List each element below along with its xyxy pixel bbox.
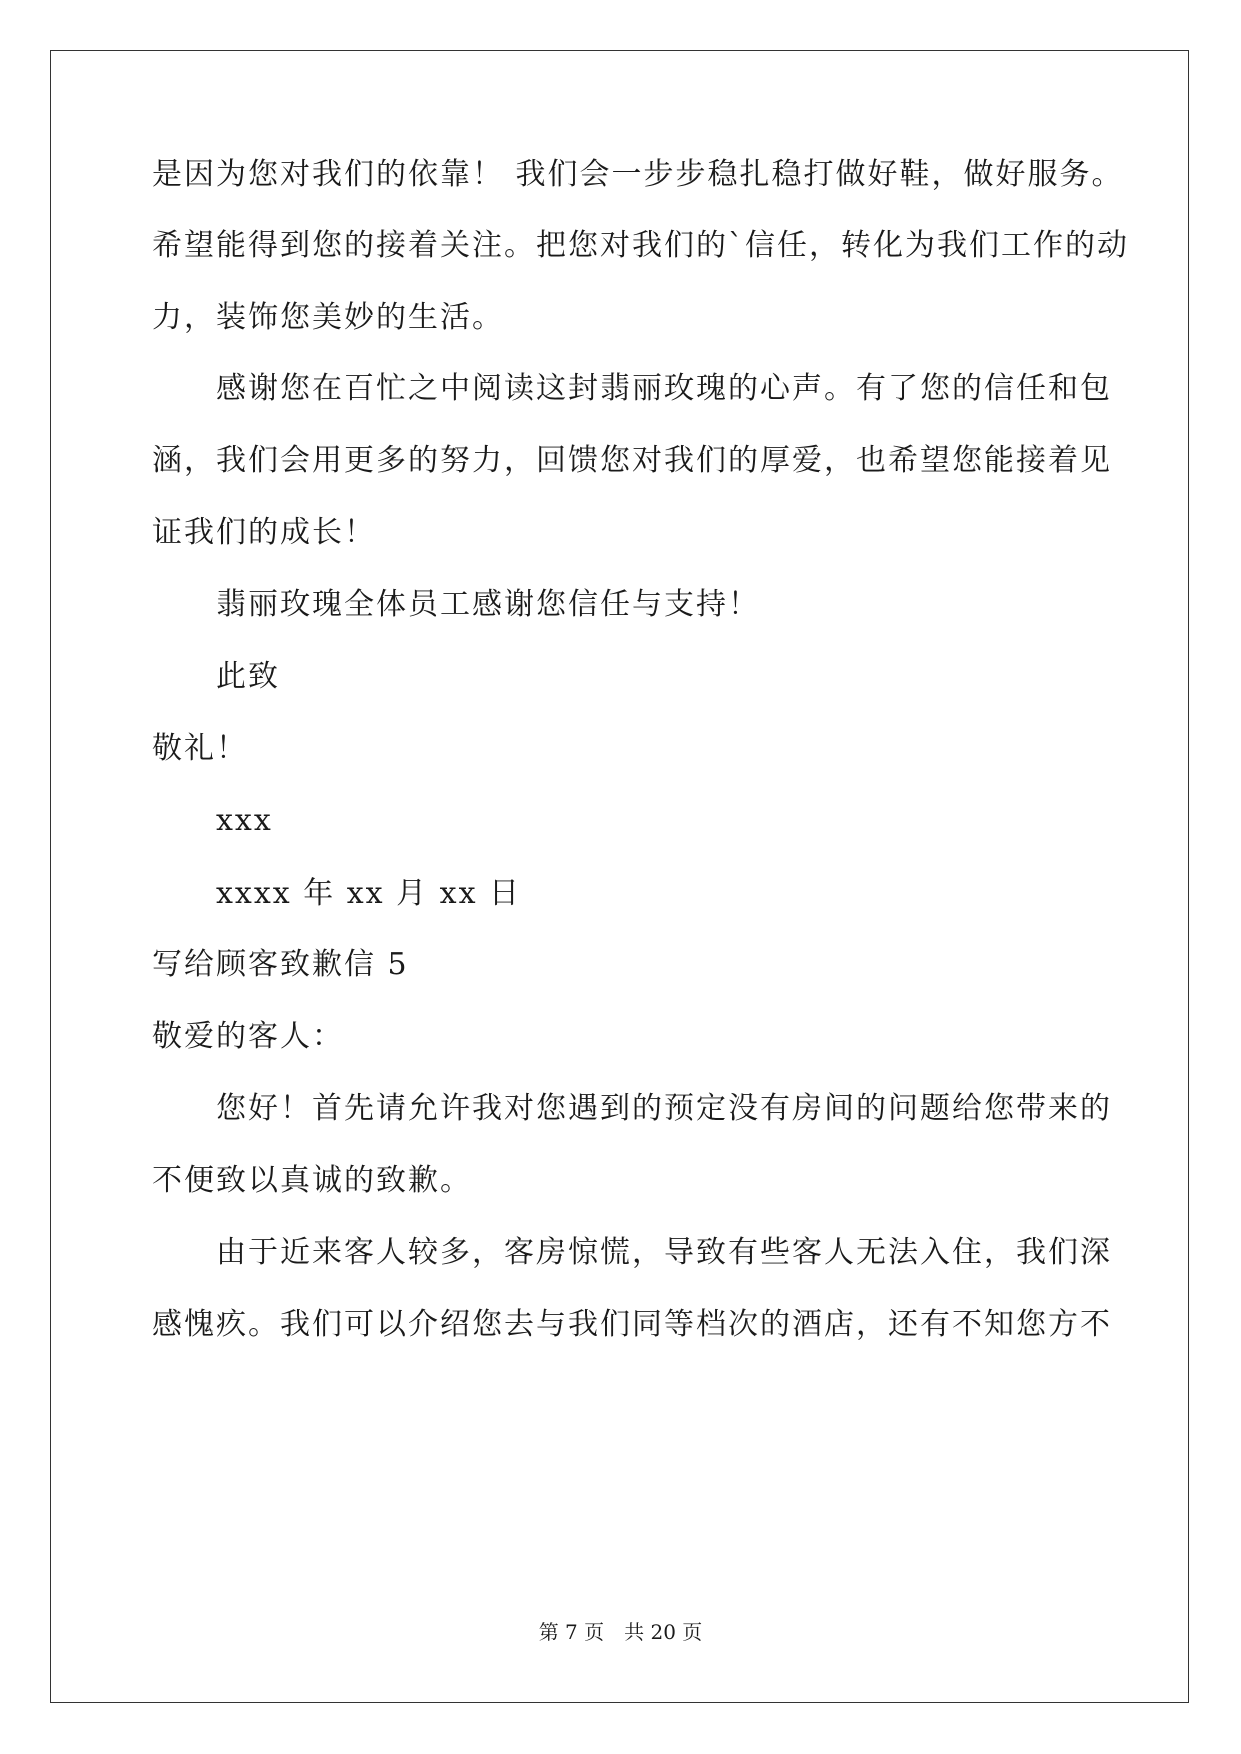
paragraph-start: 您好！首先请允许我对您遇到的预定没有房间的问题给您带来的 [216,1091,1112,1126]
signature-date: xxxx 年 xx 月 xx 日 [216,876,522,911]
text-line: 希望能得到您的接着关注。把您对我们的`信任，转化为我们工作的动 [152,228,1129,263]
text-line: 证我们的成长！ [152,515,376,550]
text-line: 是因为您对我们的依靠！ 我们会一步步稳扎稳打做好鞋，做好服务。 [152,157,1124,192]
page-number-total: 共 20 页 [624,1620,703,1644]
text-line: 不便致以真诚的致歉。 [152,1163,472,1198]
paragraph-start: 感谢您在百忙之中阅读这封翡丽玫瑰的心声。有了您的信任和包 [216,371,1112,406]
paragraph-start: 翡丽玫瑰全体员工感谢您信任与支持！ [216,587,760,622]
closing-line: 此致 [216,659,280,694]
text-line: 感愧疚。我们可以介绍您去与我们同等档次的酒店，还有不知您方不 [152,1307,1112,1342]
paragraph-start: 由于近来客人较多，客房惊慌，导致有些客人无法入住，我们深 [216,1235,1112,1270]
page-number-current: 第 7 页 [538,1620,605,1644]
text-line: 力，装饰您美妙的生活。 [152,300,504,335]
page-footer [0,1620,1241,1644]
text-line: 涵，我们会用更多的努力，回馈您对我们的厚爱，也希望您能接着见 [152,443,1112,478]
greeting: 敬爱的客人： [152,1019,344,1054]
section-title: 写给顾客致歉信 5 [152,947,409,982]
salutation: 敬礼！ [152,731,248,766]
signature-name: xxx [216,803,273,838]
